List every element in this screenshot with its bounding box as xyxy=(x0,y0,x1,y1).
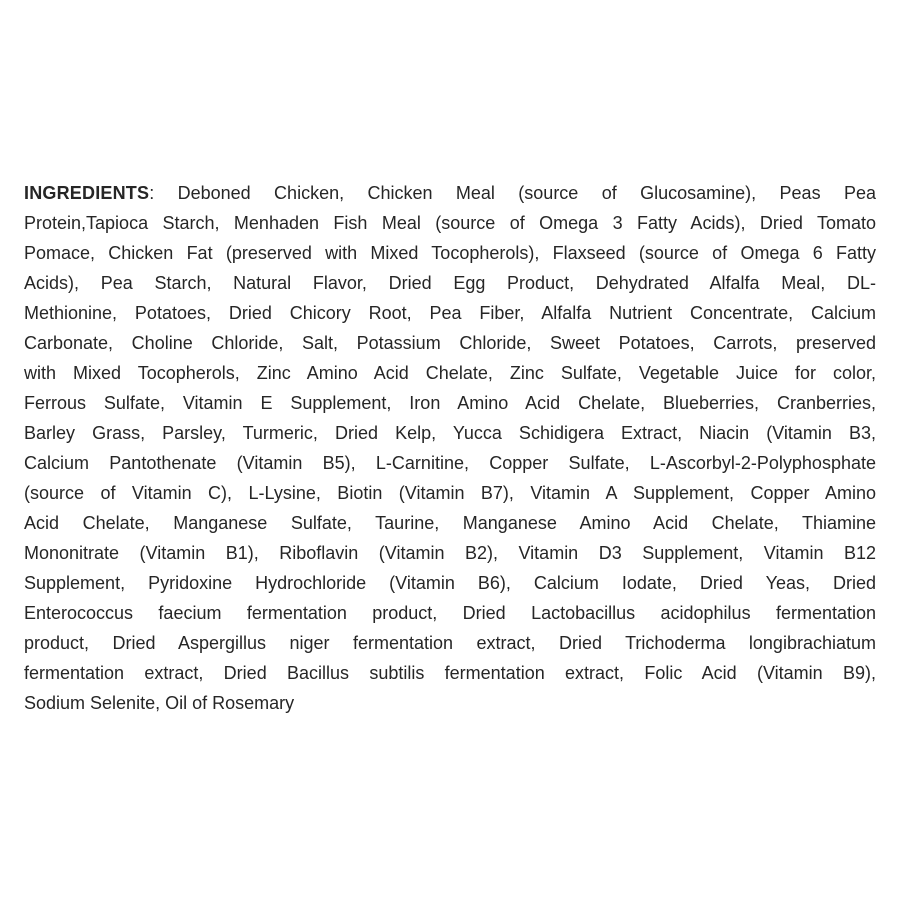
ingredients-line-9: Barley Grass, Parsley, Turmeric, Dried Kelp, Yucca Schidigera Extract, Niacin (Vitamin B3, xyxy=(24,423,876,443)
ingredients-line-3: Pomace, Chicken Fat (preserved with Mixed Tocopherols), Flaxseed (source of Omega 6 Fatty xyxy=(24,243,876,263)
ingredients-line-8: Ferrous Sulfate, Vitamin E Supplement, Iron Amino Acid Chelate, Blueberries, Cranberries, xyxy=(24,393,876,413)
ingredients-line-7: with Mixed Tocopherols, Zinc Amino Acid Chelate, Zinc Sulfate, Vegetable Juice for color, xyxy=(24,363,876,383)
ingredients-heading: INGREDIENTS xyxy=(24,183,150,203)
ingredients-line-6: Carbonate, Choline Chloride, Salt, Potassium Chloride, Sweet Potatoes, Carrots, preserved xyxy=(24,333,876,353)
ingredients-line-16: product, Dried Aspergillus niger fermentation extract, Dried Trichoderma longibrachiatum xyxy=(24,633,876,653)
ingredients-line-5: Methionine, Potatoes, Dried Chicory Root, Pea Fiber, Alfalfa Nutrient Concentrate, Calcium xyxy=(24,303,876,323)
ingredients-line-13: Mononitrate (Vitamin B1), Riboflavin (Vitamin B2), Vitamin D3 Supplement, Vitamin B12 xyxy=(24,543,876,563)
ingredients-line-2: Protein,Tapioca Starch, Menhaden Fish Meal (source of Omega 3 Fatty Acids), Dried Tomato xyxy=(24,213,876,233)
ingredients-line-14: Supplement, Pyridoxine Hydrochloride (Vitamin B6), Calcium Iodate, Dried Yeas, Dried xyxy=(24,573,876,593)
ingredients-line-12: Acid Chelate, Manganese Sulfate, Taurine, Manganese Amino Acid Chelate, Thiamine xyxy=(24,513,876,533)
ingredients-line-17: fermentation extract, Dried Bacillus subtilis fermentation extract, Folic Acid (Vitamin B9), xyxy=(24,663,876,683)
ingredients-line-4: Acids), Pea Starch, Natural Flavor, Dried Egg Product, Dehydrated Alfalfa Meal, DL- xyxy=(24,273,876,293)
ingredients-heading-separator: : xyxy=(149,183,178,203)
ingredients-line-1 xyxy=(24,178,876,208)
ingredients-line-10: Calcium Pantothenate (Vitamin B5), L-Carnitine, Copper Sulfate, L-Ascorbyl-2-Polyphosphate xyxy=(24,453,876,473)
ingredients-line-15: Enterococcus faecium fermentation product, Dried Lactobacillus acidophilus fermentation xyxy=(24,603,876,623)
ingredients-line-11: (source of Vitamin C), L-Lysine, Biotin (Vitamin B7), Vitamin A Supplement, Copper Amino xyxy=(24,483,876,503)
ingredients-line-1-text: Deboned Chicken, Chicken Meal (source of Glucosamine), Peas Pea xyxy=(177,183,876,203)
ingredients-line-18: Sodium Selenite, Oil of Rosemary xyxy=(24,693,295,713)
ingredients-paragraph xyxy=(24,178,876,718)
